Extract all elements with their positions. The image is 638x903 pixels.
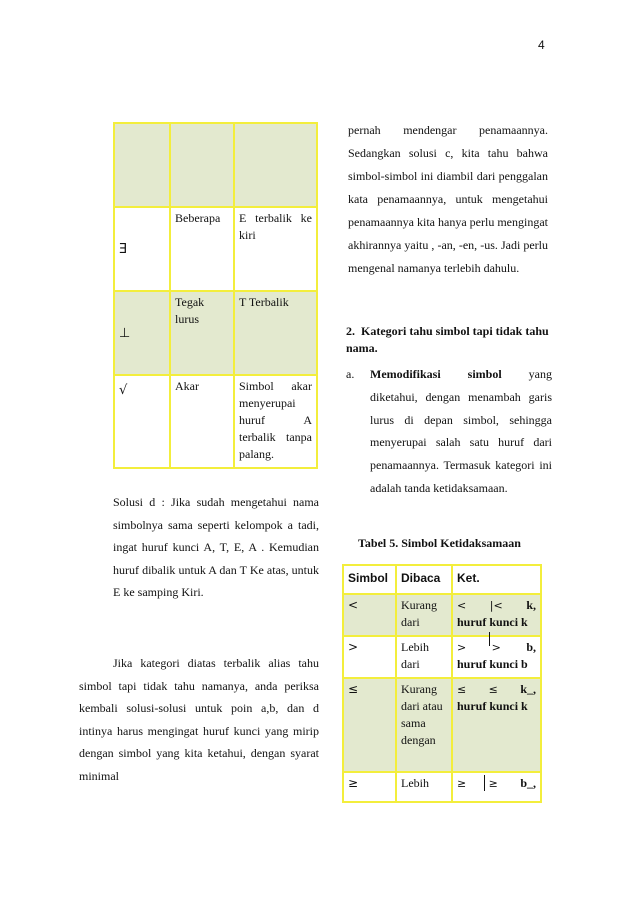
symbol-cell: >	[343, 636, 396, 678]
description-cell: Simbol akar menyerupai huruf A terbalik tanpa palang.	[234, 375, 317, 468]
section-title: Kategori tahu simbol tapi tidak tahu nama.	[346, 324, 549, 355]
item-text: yang diketahui, dengan menambah garis lurus di depan simbol, sehingga menyerupai salah satu huruf dari penamaannya. Termasuk kategori ini adalah tanda ketidaksamaan.	[370, 367, 552, 495]
header-cell: Dibaca	[396, 565, 452, 594]
table-row	[343, 594, 541, 636]
description-cell	[234, 123, 317, 207]
item-label: a.	[346, 367, 355, 381]
header-cell: Simbol	[343, 565, 396, 594]
reading-cell: Kurang dari	[396, 594, 452, 636]
table-row	[343, 678, 541, 772]
inequality-table	[342, 564, 542, 803]
ket-cell: ≤ ≤ k_, huruf kunci k	[452, 678, 541, 772]
table-row	[343, 636, 541, 678]
ket-cell: < |< k, huruf kunci k	[452, 594, 541, 636]
name-cell: Beberapa	[170, 207, 234, 291]
modifier-stroke	[484, 775, 485, 791]
modifier-stroke	[489, 632, 490, 646]
symbol-cell	[114, 123, 170, 207]
page-number: 4	[538, 38, 545, 52]
name-cell: Akar	[170, 375, 234, 468]
table-header-row	[343, 565, 541, 594]
description-cell: E terbalik ke kiri	[234, 207, 317, 291]
symbol-table-left	[113, 122, 318, 469]
name-cell	[170, 123, 234, 207]
symbol-cell: <	[343, 594, 396, 636]
table-caption: Tabel 5. Simbol Ketidaksamaan	[358, 536, 521, 550]
section-heading	[346, 323, 552, 357]
solusi-d-paragraph: Solusi d : Jika sudah mengetahui nama simbolnya sama seperti kelompok a tadi, ingat huruf kunci A, T, E, A . Kemudian huruf dibalik untuk A dan T Ke atas, untuk E ke samping Kiri.	[113, 495, 319, 599]
table-row	[114, 123, 317, 207]
symbol-cell: ≥	[343, 772, 396, 802]
reading-cell: Lebih dari	[396, 636, 452, 678]
description-cell: T Terbalik	[234, 291, 317, 375]
table-row	[114, 207, 317, 291]
ket-cell: ≥ ≥ b_,	[452, 772, 541, 802]
name-cell: Tegak lurus	[170, 291, 234, 375]
section-number: 2.	[346, 324, 355, 338]
reading-cell: Lebih	[396, 772, 452, 802]
table-row	[343, 772, 541, 802]
body-paragraph: Jika kategori diatas terbalik alias tahu simbol tapi tidak tahu namanya, anda periksa kembali solusi-solusi untuk poin a,b, dan d intinya harus mengingat huruf kunci yang mirip dengan simbol yang kita ketahui, dengan syarat minimal	[79, 656, 319, 783]
table-row	[114, 375, 317, 468]
continuation-paragraph: pernah mendengar penamaannya. Sedangkan solusi c, kita tahu bahwa simbol-simbol ini diambil dari penggalan kata penamaannya, untuk mengetahui penamaannya kita hanya perlu mengingat akhirannya yaitu , -an, -en, -us. Jadi perlu mengenal namanya terlebih dahulu.	[348, 123, 548, 275]
symbol-cell: ≤	[343, 678, 396, 772]
header-cell: Ket.	[452, 565, 541, 594]
item-body	[370, 363, 552, 500]
ket-cell: > > b, huruf kunci b	[452, 636, 541, 678]
perpendicular-symbol-cell: ⊥	[114, 291, 170, 375]
item-bold-text: Memodifikasi simbol	[370, 367, 502, 381]
root-symbol-cell: √	[114, 375, 170, 468]
table-row	[114, 291, 317, 375]
exists-symbol-cell: Ǝ	[114, 207, 170, 291]
list-item	[346, 363, 552, 500]
reading-cell: Kurang dari atau sama dengan	[396, 678, 452, 772]
